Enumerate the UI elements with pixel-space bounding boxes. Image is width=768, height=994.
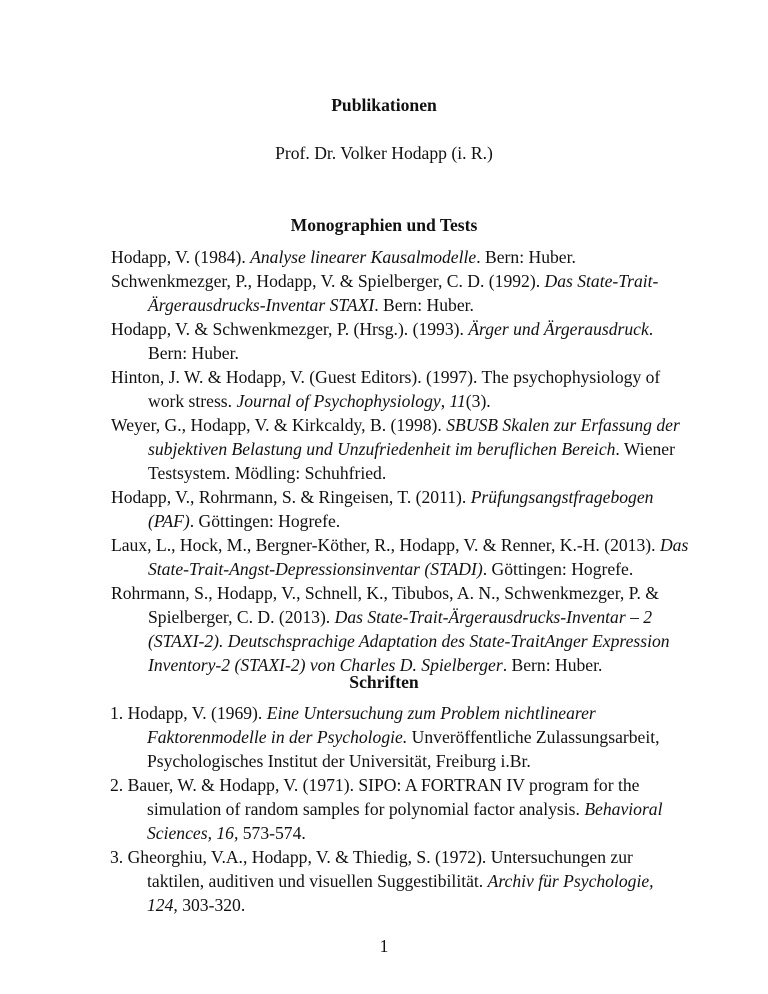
author-line: Prof. Dr. Volker Hodapp (i. R.) [275, 143, 493, 163]
numbered-reference-entry: 1. Hodapp, V. (1969). Eine Untersuchung zum Problem nichtlinearer Faktorenmodelle in der Psychologie. Unveröffentliche Zulassungsarbeit, Psychologisches Institut der Universität, Freiburg i.Br. [110, 703, 660, 771]
reference-entry: Hodapp, V. (1984). Analyse linearer Kausalmodelle. Bern: Huber. [111, 247, 576, 267]
reference-entry: Hodapp, V., Rohrmann, S. & Ringeisen, T. (2011). Prüfungsangstfragebogen (PAF). Göttingen: Hogrefe. [111, 487, 654, 531]
numbered-reference-entry: 2. Bauer, W. & Hodapp, V. (1971). SIPO: A FORTRAN IV program for the simulation of random samples for polynomial factor analysis. Behavioral Sciences, 16, 573-574. [110, 775, 663, 843]
page-number: 1 [379, 936, 389, 956]
numbered-reference-entry: 3. Gheorghiu, V.A., Hodapp, V. & Thiedig, S. (1972). Untersuchungen zur taktilen, auditiven und visuellen Suggestibilität. Archiv für Psychologie, 124, 303-320. [110, 847, 654, 915]
reference-entry: Hodapp, V. & Schwenkmezger, P. (Hrsg.). (1993). Ärger und Ärgerausdruck. Bern: Huber. [111, 319, 654, 363]
reference-entry: Weyer, G., Hodapp, V. & Kirkcaldy, B. (1998). SBUSB Skalen zur Erfassung der subjektiven Belastung und Unzufriedenheit im beruflichen Bereich. Wiener Testsystem. Mödling: Schuhfried. [111, 415, 680, 483]
reference-entry: Laux, L., Hock, M., Bergner-Köther, R., Hodapp, V. & Renner, K.-H. (2013). Das State-Trait-Angst-Depressionsinventar (STADI). Göttingen: Hogrefe. [111, 535, 689, 579]
section-heading-schriften: Schriften [349, 672, 419, 692]
section-heading-monographs: Monographien und Tests [290, 215, 478, 235]
reference-entry: Schwenkmezger, P., Hodapp, V. & Spielberger, C. D. (1992). Das State-Trait-Ärgerausdrucks-Inventar STAXI. Bern: Huber. [111, 271, 659, 315]
schriften-list [103, 701, 683, 917]
reference-entry: Hinton, J. W. & Hodapp, V. (Guest Editors). (1997). The psychophysiology of work stress. Journal of Psychophysiology, 11(3). [111, 367, 661, 411]
reference-entry: Rohrmann, S., Hodapp, V., Schnell, K., Tibubos, A. N., Schwenkmezger, P. & Spielberger, C. D. (2013). Das State-Trait-Ärgerausdrucks-Inventar – 2 (STAXI-2). Deutschsprachige Adaptation des State-TraitAnger Expression Inventory-2 (STAXI-2) von Charles D. Spielberger. Bern: Huber. [111, 583, 670, 675]
page-title: Publikationen [331, 95, 437, 115]
monographs-list [111, 245, 691, 677]
